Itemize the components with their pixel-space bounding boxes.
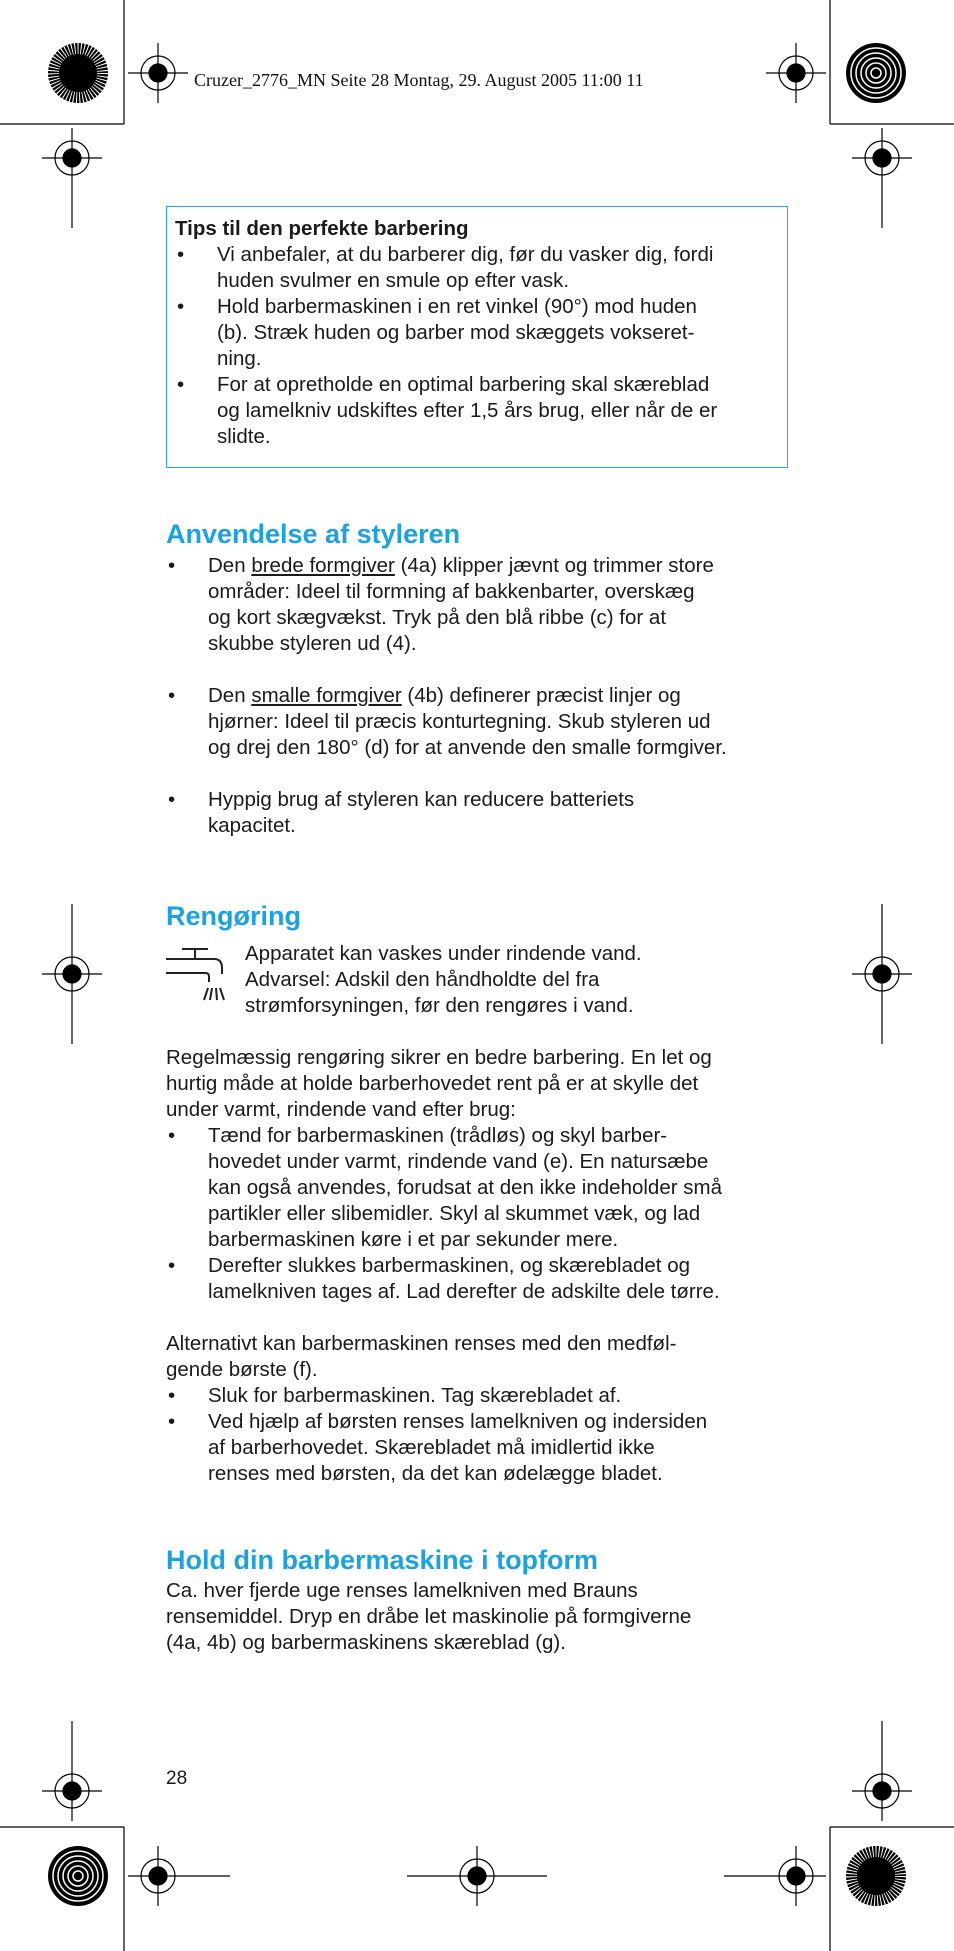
section-heading-topform: Hold din barbermaskine i topform (166, 1545, 599, 1575)
water-tap-icon (166, 946, 230, 1004)
tips-title: Tips til den perfekte barbering (175, 217, 469, 240)
registration-mark-bottom-right (724, 1846, 826, 1906)
cleaning-alt-list (166, 1383, 806, 1487)
list-item: • Vi anbefaler, at du barberer dig, før du vasker dig, fordi huden svulmer en smule op efter vask. (175, 242, 777, 294)
print-info-header: Cruzer_2776_MN Seite 28 Montag, 29. August 2005 11:00 11 (194, 70, 644, 90)
registration-mark-top-right (766, 43, 826, 103)
washable-note: Apparatet kan vaskes under rindende vand. Advarsel: Adskil den håndholdte del fra strømforsyningen, før den rengøres i vand. (245, 942, 642, 1017)
section-heading-styler: Anvendelse af styleren (166, 519, 461, 549)
wide-styler-term: brede formgiver (251, 554, 395, 577)
concentric-mark-bottom-left (48, 1846, 108, 1906)
registration-mark-top-left (128, 43, 188, 103)
list-item: • Hyppig brug af styleren kan reducere batteriets kapacitet. (166, 787, 806, 839)
list-item: • For at opretholde en optimal barbering skal skæreblad og lamelkniv udskiftes efter 1,5 års brug, eller når de er slidte. (175, 372, 777, 450)
cleaning-list (166, 1123, 806, 1305)
list-item: • Den smalle formgiver (4b) definerer præcist linjer og hjørner: Ideel til præcis konturtegning. Skub styleren ud og drej den 180° (d) for at anvende den smalle formgiver. (166, 683, 806, 761)
list-item: • Ved hjælp af børsten renses lamelkniven og indersiden af barberhovedet. Skærebladet må imidlertid ikke renses med børsten, da det kan ødelægge bladet. (166, 1409, 806, 1487)
registration-mark-left-middle (42, 904, 102, 1044)
styler-section (166, 517, 806, 839)
cleaning-body (166, 1045, 806, 1487)
page-number: 28 (166, 1768, 188, 1789)
registration-mark-left-upper (42, 128, 102, 228)
styler-list (166, 553, 806, 839)
registration-mark-bottom-left (128, 1846, 230, 1906)
section-heading-cleaning: Rengøring (166, 901, 301, 931)
list-item: • Sluk for barbermaskinen. Tag skærebladet af. (166, 1383, 806, 1409)
registration-mark-left-lower (42, 1721, 102, 1821)
registration-mark-right-upper (852, 128, 912, 228)
list-item: • Derefter slukkes barbermaskinen, og skærebladet og lamelkniven tages af. Lad derefter de adskilte dele tørre. (166, 1253, 806, 1305)
concentric-mark-top-right (846, 43, 906, 103)
list-item: • Hold barbermaskinen i en ret vinkel (90°) mod huden (b). Stræk huden og barber mod skæggets vokseret- ning. (175, 294, 777, 372)
cleaning-heading-wrap (166, 899, 806, 933)
starburst-mark-top-left (48, 43, 108, 103)
registration-mark-right-middle (852, 904, 912, 1044)
registration-mark-right-lower (852, 1721, 912, 1821)
list-item: • Tænd for barbermaskinen (trådløs) og skyl barber- hovedet under varmt, rindende vand (e). En natursæbe kan også anvendes, forudsat at den ikke indeholder små partikler eller slibemidler. Skyl al skummet væk, og lad barbermaskinen køre i et par sekunder mere. (166, 1123, 806, 1253)
list-item: • Den brede formgiver (4a) klipper jævnt og trimmer store områder: Ideel til formning af bakkenbarter, overskæg og kort skægvækst. Tryk på den blå ribbe (c) for at skubbe styleren ud (4). (166, 553, 806, 657)
cleaning-intro: Regelmæssig rengøring sikrer en bedre barbering. En let og hurtig måde at holde barberhovedet rent på er at skylle det under varmt, rindende vand efter brug: (166, 1046, 712, 1121)
cleaning-alt-intro: Alternativt kan barbermaskinen renses med den medføl- gende børste (f). (166, 1332, 677, 1381)
starburst-mark-bottom-right (846, 1846, 906, 1906)
topform-section (166, 1543, 806, 1656)
registration-mark-bottom-center (407, 1846, 547, 1906)
narrow-styler-term: smalle formgiver (251, 684, 402, 707)
topform-body: Ca. hver fjerde uge renses lamelkniven med Brauns rensemiddel. Dryp en dråbe let maskinolie på formgiverne (4a, 4b) og barbermaskinens skæreblad (g). (166, 1579, 692, 1654)
tips-box (166, 206, 788, 468)
tips-list (175, 242, 777, 450)
